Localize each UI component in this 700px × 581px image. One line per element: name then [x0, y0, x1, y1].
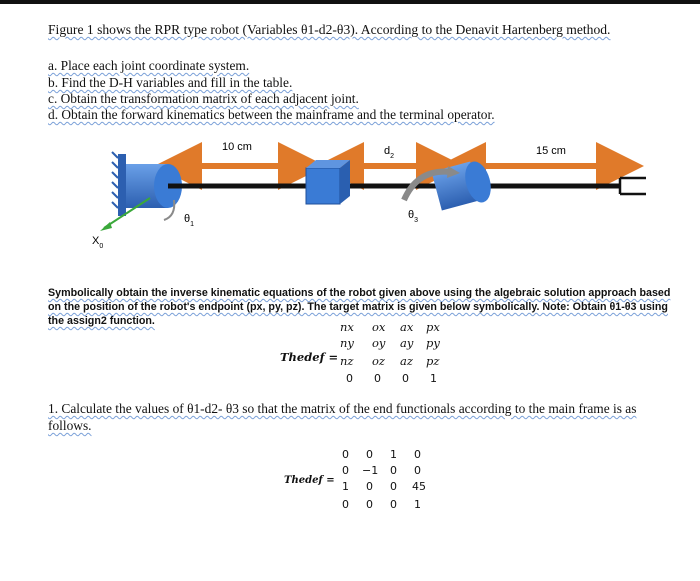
top-border	[0, 0, 700, 4]
theta1-label: $\theta_1$	[184, 213, 195, 228]
t-label-numeric: Thedef =	[284, 475, 335, 486]
question-d: d. Obtain the forward kinematics between the mainframe and the terminal operator.	[48, 107, 495, 122]
intro-text: Figure 1 shows the RPR type robot (Variables θ1-d2-θ3). According to the Denavit Hartenberg method.	[48, 22, 611, 37]
theta3-label: $\theta_3$	[408, 209, 419, 224]
wall-hatch	[112, 152, 126, 216]
dim-label-15cm: 15 cm	[536, 145, 566, 157]
prismatic-block	[306, 168, 340, 204]
calc-instruction: 1. Calculate the values of θ1-d2- θ3 so that the matrix of the end functionals according to the main frame is as follows.	[48, 401, 637, 433]
question-c: c. Obtain the transformation matrix of each adjacent joint.	[48, 91, 359, 106]
dim-label-10cm: 10 cm	[222, 141, 252, 153]
x0-label: $X_0$	[92, 235, 104, 250]
question-a: a. Place each joint coordinate system.	[48, 58, 250, 73]
question-b: b. Find the D-H variables and fill in the table.	[48, 75, 293, 90]
robot-figure	[0, 138, 700, 258]
end-effector	[620, 178, 646, 194]
dim-label-d2: $d_2$	[384, 145, 395, 160]
symbolic-instruction: Symbolically obtain the inverse kinematic equations of the robot given above using the algebraic solution approach based on the position of the robot's endpoint (px, py, pz). The target matrix is given below symbolically. Note: Obtain θ1-θ3 using the assign2 function.	[48, 287, 671, 327]
t-label-symbolic: Thedef =	[280, 350, 339, 364]
intro-paragraph	[48, 22, 660, 38]
